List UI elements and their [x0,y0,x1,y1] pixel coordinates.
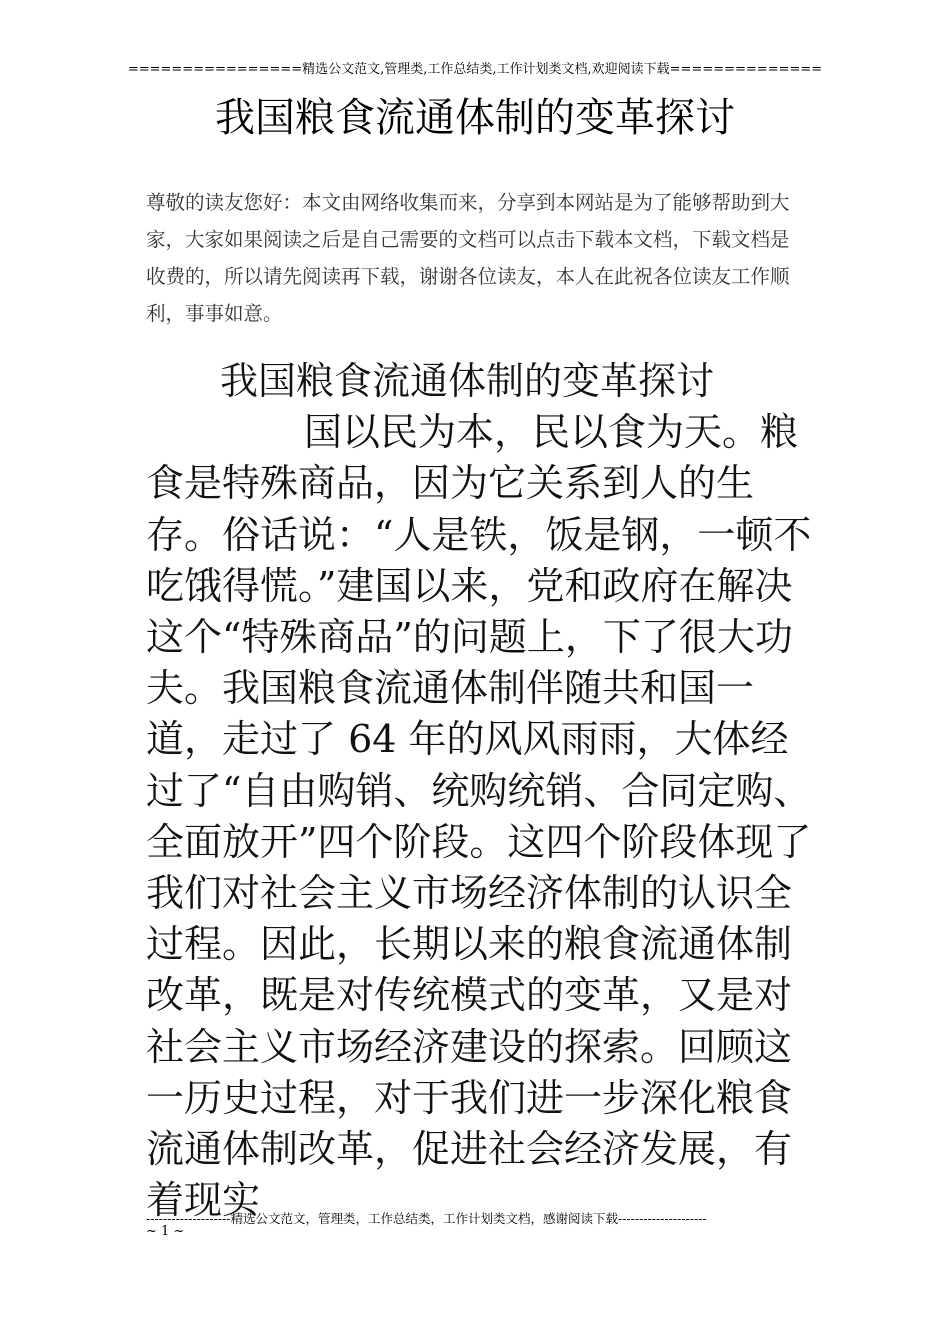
page-number: ~ 1 ~ [146,1224,185,1239]
header-banner: ================精选公文范文,管理类,工作总结类,工作计划类文档,欢迎阅读下载============== [127,62,823,77]
reader-notice: 尊敬的读友您好：本文由网络收集而来，分享到本网站是为了能够帮助到大家，大家如果阅读之后是自己需要的文档可以点击下载本文档，下载文档是收费的，所以请先阅读再下载，谢谢各位读友，本人在此祝各位读友工作顺利，事事如意。 [146,191,790,325]
body-paragraph: 国以民为本，民以食为天。粮食是特殊商品，因为它关系到人的生存。俗话说：“人是铁，饭是钢，一顿不吃饿得慌。”建国以来，党和政府在解决这个“特殊商品”的问题上，下了很大功夫。我国粮食流通体制伴随共和国一道，走过了 64 年的风风雨雨，大体经过了“自由购销、统购统销、合同定购、全面放开”四个阶段。这四个阶段体现了我们对社会主义市场经济体制的认识全过程。因此，长期以来的粮食流通体制改革，既是对传统模式的变革，又是对社会主义市场经济建设的探索。回顾这一历史过程，对于我们进一步深化粮食流通体制改革，促进社会经济发展，有着现实 [146,410,812,1223]
document-title: 我国粮食流通体制的变革探讨 [215,95,735,141]
body-title: 我国粮食流通体制的变革探讨 [220,359,715,403]
document-body [146,356,816,1226]
footer-banner: --------------------精选公文范文，管理类，工作总结类，工作计划类文档，感谢阅读下载--------------------- [146,1211,707,1226]
